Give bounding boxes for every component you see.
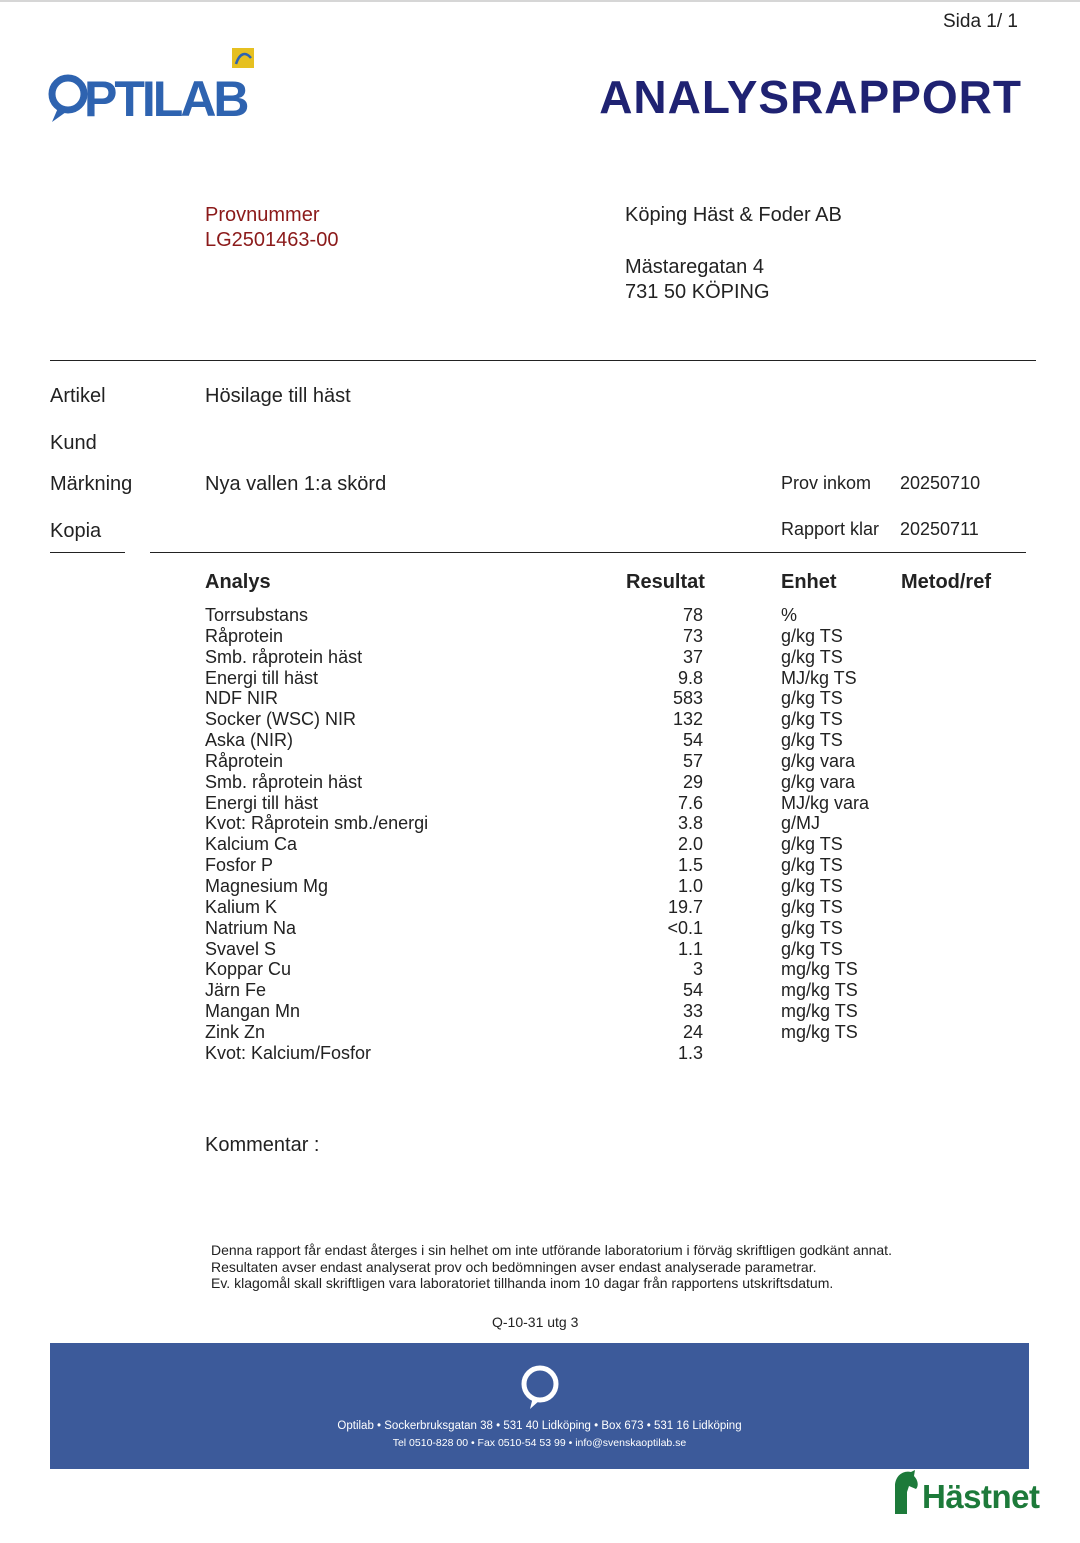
table-row [205,1001,925,1022]
table-row [205,605,925,626]
table-row [205,959,925,980]
analysis-unit: g/kg TS [781,917,843,938]
divider-kopia [50,552,125,553]
analysis-unit: g/kg vara [781,771,856,792]
analysis-unit: g/kg TS [781,730,843,751]
results-table [205,605,925,1064]
report-title: ANALYSRAPPORT [599,71,1022,123]
optilab-logo [46,44,261,128]
analysis-result: 29 [682,771,703,792]
rapport-klar-label: Rapport klar [781,519,880,539]
top-rule [0,0,1080,2]
table-row [205,772,925,793]
analysis-name: Energi till häst [205,792,319,813]
analysis-unit: g/kg TS [781,896,843,917]
horse-head-icon [889,1468,921,1516]
table-row [205,793,925,814]
analysis-unit: g/kg TS [781,834,843,855]
analysis-unit: MJ/kg vara [781,792,870,813]
analysis-name: Järn Fe [205,980,267,1001]
hastnet-watermark: Hästnet [922,1478,1040,1515]
analysis-unit: g/kg TS [781,938,843,959]
table-row [205,688,925,709]
analysis-name: Natrium Na [205,917,297,938]
analysis-name: Zink Zn [205,1021,266,1042]
svg-text:PTILAB: PTILAB [84,71,247,127]
header-enhet: Enhet [781,571,837,593]
document-code: Q-10-31 utg 3 [492,1314,579,1330]
table-row [205,980,925,1001]
footer-address: Optilab • Sockerbruksgatan 38 • 531 40 Lidköping • Box 673 • 531 16 Lidköping [337,1420,742,1432]
analysis-result: 24 [682,1021,703,1042]
analysis-unit: mg/kg TS [781,1001,858,1022]
table-row [205,939,925,960]
analysis-name: Koppar Cu [205,959,292,980]
disclaimer-line: Denna rapport får endast återges i sin helhet om inte utförande laboratorium i förväg skriftligen godkänt annat. [211,1242,892,1258]
header-metod: Metod/ref [901,571,991,593]
analysis-name: Torrsubstans [205,605,309,625]
analysis-result: 54 [682,730,703,751]
table-row [205,1022,925,1043]
analysis-name: Magnesium Mg [205,875,329,896]
analysis-name: Socker (WSC) NIR [205,709,357,730]
analysis-unit: g/kg TS [781,709,843,730]
kund-label: Kund [50,432,97,454]
analysis-result: 33 [682,1001,703,1022]
prov-inkom-value: 20250710 [900,473,981,493]
analysis-unit: g/kg TS [781,688,843,709]
analysis-result: 7.6 [677,792,703,813]
table-row [205,668,925,689]
analysis-result: 9.8 [677,667,703,688]
analysis-result: <0.1 [667,917,703,938]
analysis-name: Råprotein [205,625,284,646]
artikel-value: Hösilage till häst [205,385,351,407]
table-row [205,647,925,668]
analysis-result: 583 [672,688,703,709]
analysis-unit: MJ/kg TS [781,667,857,688]
optilab-footer-icon [516,1363,564,1411]
kopia-label: Kopia [50,520,102,542]
analysis-unit: g/kg vara [781,750,856,771]
table-row [205,813,925,834]
analysis-unit: g/kg TS [781,855,843,876]
sample-number: LG2501463-00 [205,229,339,251]
analysis-unit: mg/kg TS [781,1021,858,1042]
analysis-unit: g/kg TS [781,625,843,646]
analysis-result: 57 [682,750,703,771]
customer-street: Mästaregatan 4 [625,256,764,278]
analysis-result: 1.5 [677,855,703,876]
analysis-result: 132 [672,709,703,730]
analysis-unit: g/kg TS [781,646,843,667]
table-row [205,1043,925,1064]
analysis-name: Kvot: Råprotein smb./energi [205,813,429,834]
footer-contact: Tel 0510-828 00 • Fax 0510-54 53 99 • info@svenskaoptilab.se [392,1437,687,1449]
table-row [205,709,925,730]
table-row [205,626,925,647]
divider-mid [150,552,1026,553]
analysis-name: Smb. råprotein häst [205,646,363,667]
analysis-name: Svavel S [205,938,277,959]
analysis-result: 3 [692,959,703,980]
artikel-label: Artikel [50,385,106,407]
analysis-result: 3.8 [677,813,703,834]
analysis-name: Fosfor P [205,855,274,876]
table-row [205,918,925,939]
analysis-name: Kalium K [205,896,278,917]
divider-top [50,360,1036,361]
comment-label: Kommentar : [205,1134,320,1156]
analysis-result: 1.0 [677,875,703,896]
analysis-name: NDF NIR [205,688,278,709]
disclaimer-line: Resultaten avser endast analyserat prov och bedömningen avser endast analyserade parametrar. [211,1258,817,1275]
customer-city: 731 50 KÖPING [625,281,770,303]
header-analys: Analys [205,571,271,593]
table-row [205,855,925,876]
table-row [205,897,925,918]
rapport-klar-value: 20250711 [900,519,979,539]
analysis-result: 37 [682,646,703,667]
analysis-name: Mangan Mn [205,1001,301,1022]
analysis-unit: g/kg TS [781,875,843,896]
analysis-name: Aska (NIR) [205,730,294,751]
disclaimer [211,1242,892,1292]
sample-number-label: Provnummer [205,204,320,226]
analysis-unit: mg/kg TS [781,980,858,1001]
analysis-result: 1.3 [677,1042,703,1063]
customer-name: Köping Häst & Foder AB [625,204,842,226]
analysis-unit: % [781,605,798,625]
table-row [205,730,925,751]
table-row [205,876,925,897]
markning-value: Nya vallen 1:a skörd [205,473,387,495]
page-number: Sida 1/ 1 [943,11,1018,32]
analysis-name: Råprotein [205,750,284,771]
table-row [205,751,925,772]
markning-label: Märkning [50,473,133,495]
analysis-result: 1.1 [677,938,703,959]
analysis-result: 2.0 [677,834,703,855]
analysis-result: 73 [682,625,703,646]
analysis-result: 78 [682,605,703,625]
analysis-unit: g/MJ [781,813,821,834]
analysis-unit: mg/kg TS [781,959,858,980]
table-row [205,834,925,855]
analysis-name: Smb. råprotein häst [205,771,363,792]
footer-band [50,1343,1029,1469]
disclaimer-line: Ev. klagomål skall skriftligen vara laboratoriet tillhanda inom 10 dagar från rapportens utskriftsdatum. [211,1275,834,1291]
analysis-name: Energi till häst [205,667,319,688]
prov-inkom-label: Prov inkom [781,473,872,493]
analysis-name: Kvot: Kalcium/Fosfor [205,1042,372,1063]
analysis-name: Kalcium Ca [205,834,298,855]
analysis-result: 54 [682,980,703,1001]
analysis-result: 19.7 [667,896,703,917]
header-resultat: Resultat [626,571,705,593]
